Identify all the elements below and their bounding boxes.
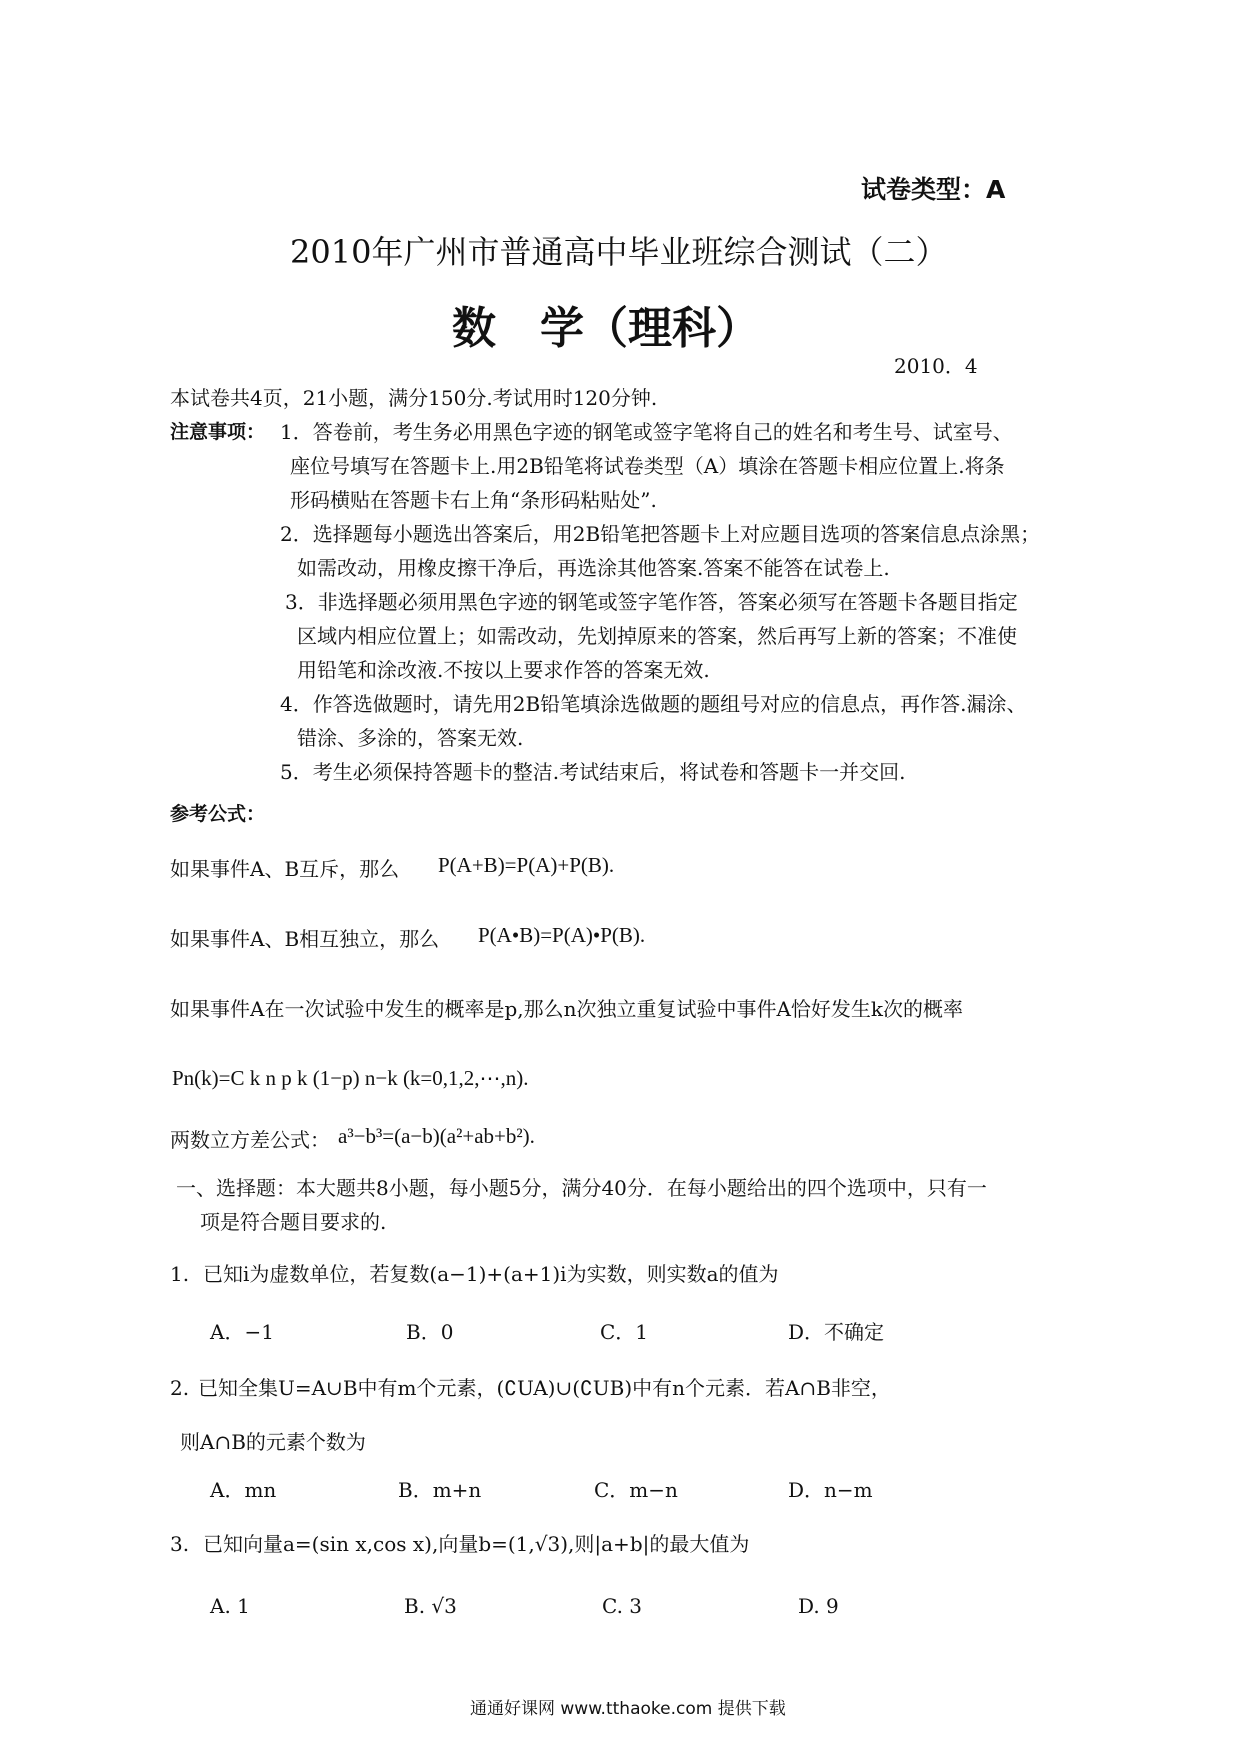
- question-1-option-c: C．1: [600, 1320, 649, 1344]
- formula-4-expr: Pn(k)=C k n p k (1−p) n−k (k=0,1,2,⋯,n).: [172, 1066, 529, 1090]
- question-2-stem: 已知全集U=A∪B中有m个元素，(∁UA)∪(∁UB)中有n个元素．若A∩B非空，: [198, 1376, 891, 1400]
- question-2-option-d: D．n−m: [788, 1478, 873, 1502]
- notice-item-1-line-1: 1．答卷前，考生务必用黑色字迹的钢笔或签字笔将自己的姓名和考生号、试室号、: [280, 420, 1013, 444]
- question-3-option-c: C. 3: [602, 1594, 643, 1618]
- notice-item-3-line-2: 区域内相应位置上；如需改动，先划掉原来的答案，然后再写上新的答案；不准使: [297, 624, 1017, 648]
- notice-label: 注意事项：: [170, 421, 266, 443]
- formula-1-text: 如果事件A、B互斥，那么: [170, 857, 400, 881]
- subject-title: 数 学（理科）: [452, 303, 760, 354]
- notice-item-4-line-2: 错涂、多涂的，答案无效.: [297, 726, 524, 750]
- question-3-option-b: B. √3: [404, 1594, 457, 1618]
- formulas-label: 参考公式：: [170, 803, 266, 825]
- question-3-number: 3.: [170, 1532, 190, 1556]
- footer-source: 通通好课网 www.tthaoke.com 提供下载: [470, 1699, 786, 1719]
- question-3-stem: 已知向量a=(sin x,cos x),向量b=(1,√3),则|a+b|的最大值为: [203, 1532, 750, 1556]
- question-3-option-d: D. 9: [798, 1594, 839, 1618]
- notice-item-1-line-2: 座位号填写在答题卡上.用2B铅笔将试卷类型（A）填涂在答题卡相应位置上.将条: [290, 454, 1005, 478]
- section-1-heading-line-2: 项是符合题目要求的.: [200, 1210, 387, 1234]
- question-1-option-a: A．−1: [210, 1320, 274, 1344]
- formula-1-expr: P(A+B)=P(A)+P(B).: [438, 853, 615, 877]
- intro-line: 本试卷共4页，21小题，满分150分.考试用时120分钟.: [170, 386, 658, 410]
- notice-item-3-line-3: 用铅笔和涂改液.不按以上要求作答的答案无效.: [297, 658, 710, 682]
- notice-item-5-line-1: 5．考生必须保持答题卡的整洁.考试结束后，将试卷和答题卡一并交回.: [280, 760, 906, 784]
- notice-item-2-line-1: 2．选择题每小题选出答案后，用2B铅笔把答题卡上对应题目选项的答案信息点涂黑；: [280, 522, 1041, 546]
- formula-5-expr: a³−b³=(a−b)(a²+ab+b²).: [338, 1124, 535, 1148]
- notice-item-3-line-1: 3．非选择题必须用黑色字迹的钢笔或签字笔作答，答案必须写在答题卡各题目指定: [285, 590, 1018, 614]
- formula-3-text: 如果事件A在一次试验中发生的概率是p,那么n次独立重复试验中事件A恰好发生k次的概率: [170, 997, 964, 1021]
- question-1-option-d: D．不确定: [788, 1320, 885, 1344]
- question-1-stem: 已知i为虚数单位，若复数(a−1)+(a+1)i为实数，则实数a的值为: [203, 1262, 779, 1286]
- question-3-option-a: A. 1: [210, 1594, 250, 1618]
- notice-item-4-line-1: 4．作答选做题时，请先用2B铅笔填涂选做题的题组号对应的信息点，再作答.漏涂、: [280, 692, 1027, 716]
- section-1-heading-line-1: 一、选择题：本大题共8小题，每小题5分，满分40分．在每小题给出的四个选项中，只有一: [176, 1176, 987, 1200]
- question-2-option-b: B．m+n: [398, 1478, 482, 1502]
- formula-5-text: 两数立方差公式：: [170, 1128, 330, 1152]
- question-2-number: 2.: [170, 1376, 190, 1400]
- formula-2-text: 如果事件A、B相互独立，那么: [170, 927, 440, 951]
- formula-2-expr: P(A•B)=P(A)•P(B).: [478, 923, 646, 947]
- question-2-option-c: C．m−n: [594, 1478, 678, 1502]
- notice-item-1-line-3: 形码横贴在答题卡右上角“条形码粘贴处”.: [290, 488, 657, 512]
- exam-date: 2010．4: [894, 354, 978, 378]
- question-1-number: 1.: [170, 1262, 190, 1286]
- exam-title: 2010年广州市普通高中毕业班综合测试（二）: [290, 233, 948, 271]
- paper-type: 试卷类型：A: [861, 175, 1006, 204]
- question-1-option-b: B．0: [406, 1320, 454, 1344]
- question-2-option-a: A．mn: [210, 1478, 277, 1502]
- question-2-stem-continued: 则A∩B的元素个数为: [180, 1430, 366, 1454]
- notice-item-2-line-2: 如需改动，用橡皮擦干净后，再选涂其他答案.答案不能答在试卷上.: [297, 556, 890, 580]
